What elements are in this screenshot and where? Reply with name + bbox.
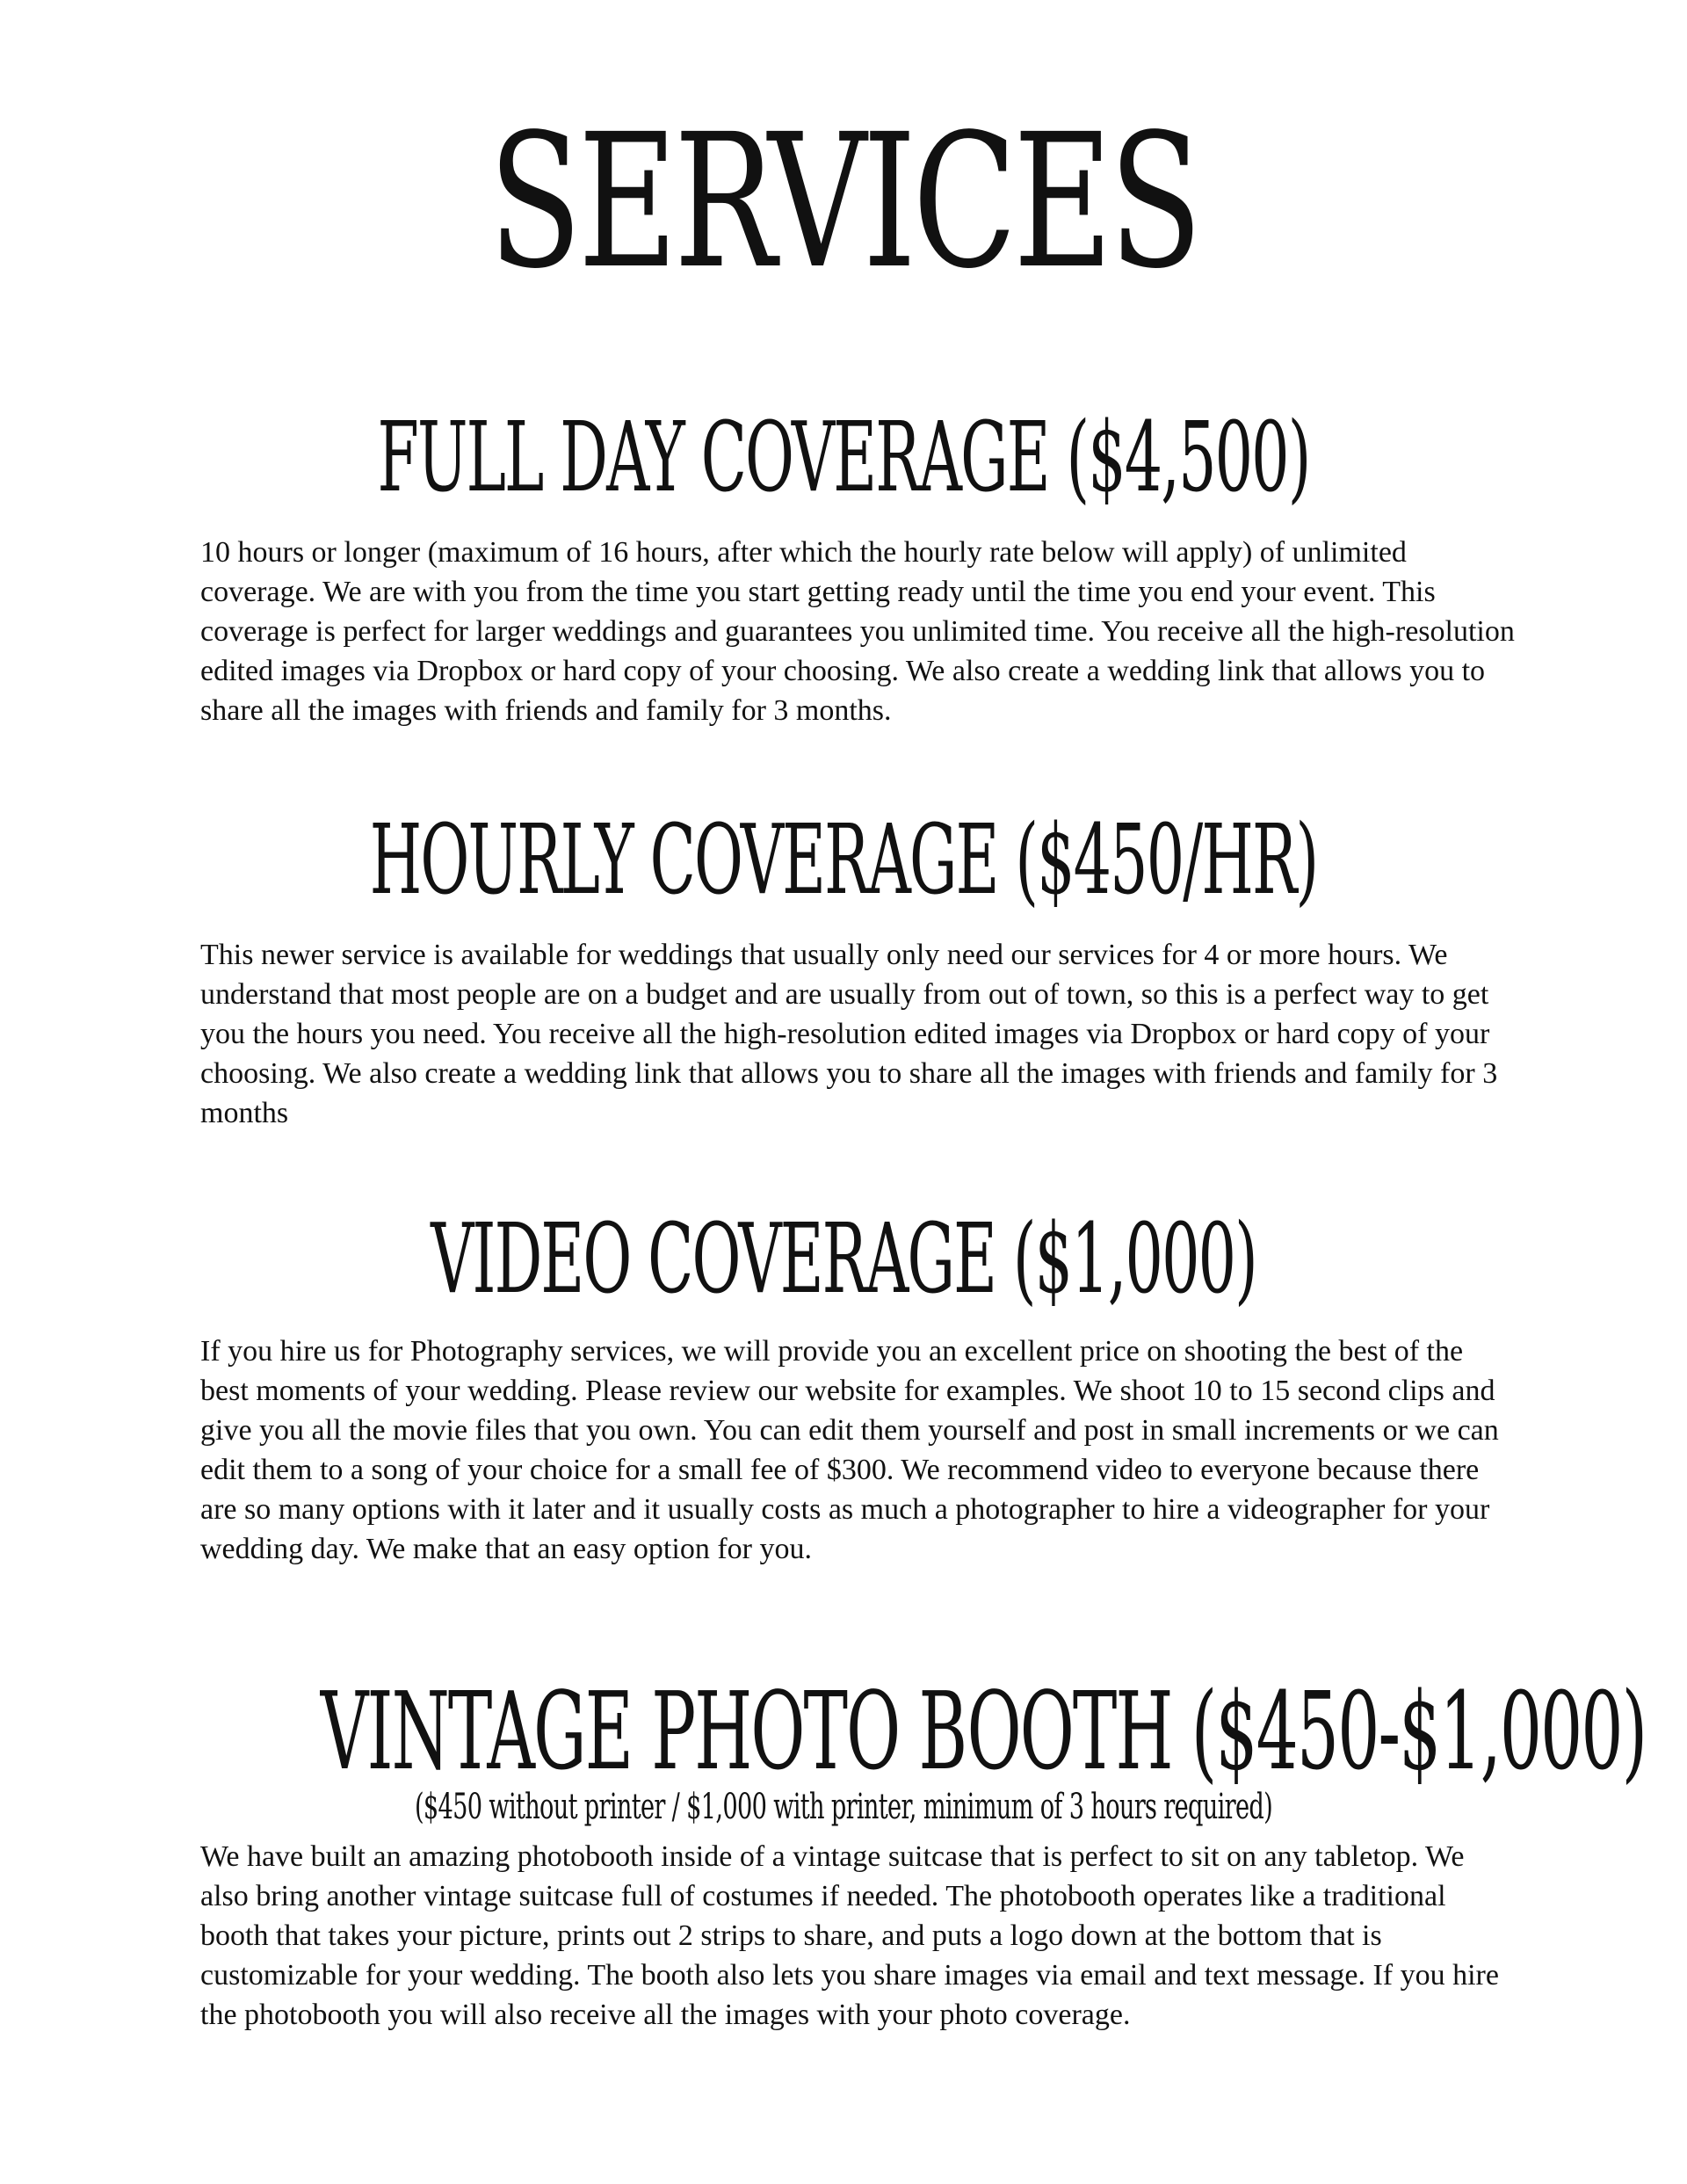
hourly-coverage-heading: HOURLY COVERAGE ($450/HR)	[369, 803, 1318, 916]
full-day-coverage-heading: FULL DAY COVERAGE ($4,500)	[377, 401, 1310, 513]
full-day-coverage-description: 10 hours or longer (maximum of 16 hours, after which the hourly rate below will apply) of unlimited coverage. We are with you from the time you start getting ready until the time you end your event. This coverage is perfect for larger weddings and guarantees you unlimited time. You receive all the high-resolution edited images via Dropbox or hard copy of your choosing. We also create a wedding link that allows you to share all the images with friends and family for 3 months.	[200, 536, 1515, 727]
vintage-photo-booth-heading: VINTAGE PHOTO BOOTH ($450-$1,000)	[320, 1669, 1647, 1794]
video-coverage-heading: VIDEO COVERAGE ($1,000)	[431, 1202, 1256, 1315]
video-coverage-description: If you hire us for Photography services, we will provide you an excellent price on shooting the best of the best moments of your wedding. Please review our website for examples. We shoot 10 to 15 second clips and give you all the movie files that you own. You can edit them yourself and post in small increments or we can edit them to a song of your choice for a small fee of $300. We recommend video to everyone because there are so many options with it later and it usually costs as much a photographer to hire a videographer for your wedding day. We make that an easy option for you.	[200, 1335, 1499, 1565]
vintage-photo-booth-pricing-note: ($450 without printer / $1,000 with printer, minimum of 3 hours required)	[414, 1787, 1273, 1827]
hourly-coverage-description: This newer service is available for weddings that usually only need our services for 4 or more hours. We understand that most people are on a budget and are usually from out of town, so this is a perfect way to get you the hours you need. You receive all the high-resolution edited images via Dropbox or hard copy of your choosing. We also create a wedding link that allows you to share all the images with friends and family for 3 months	[200, 939, 1498, 1129]
page-title: SERVICES	[488, 94, 1199, 309]
vintage-photo-booth-description: We have built an amazing photobooth inside of a vintage suitcase that is perfect to sit on any tabletop. We also bring another vintage suitcase full of costumes if needed. The photobooth operates like a traditional booth that takes your picture, prints out 2 strips to share, and puts a logo down at the bottom that is customizable for your wedding. The booth also lets you share images via email and text message. If you hire the photobooth you will also receive all the images with your photo coverage.	[200, 1840, 1499, 2031]
